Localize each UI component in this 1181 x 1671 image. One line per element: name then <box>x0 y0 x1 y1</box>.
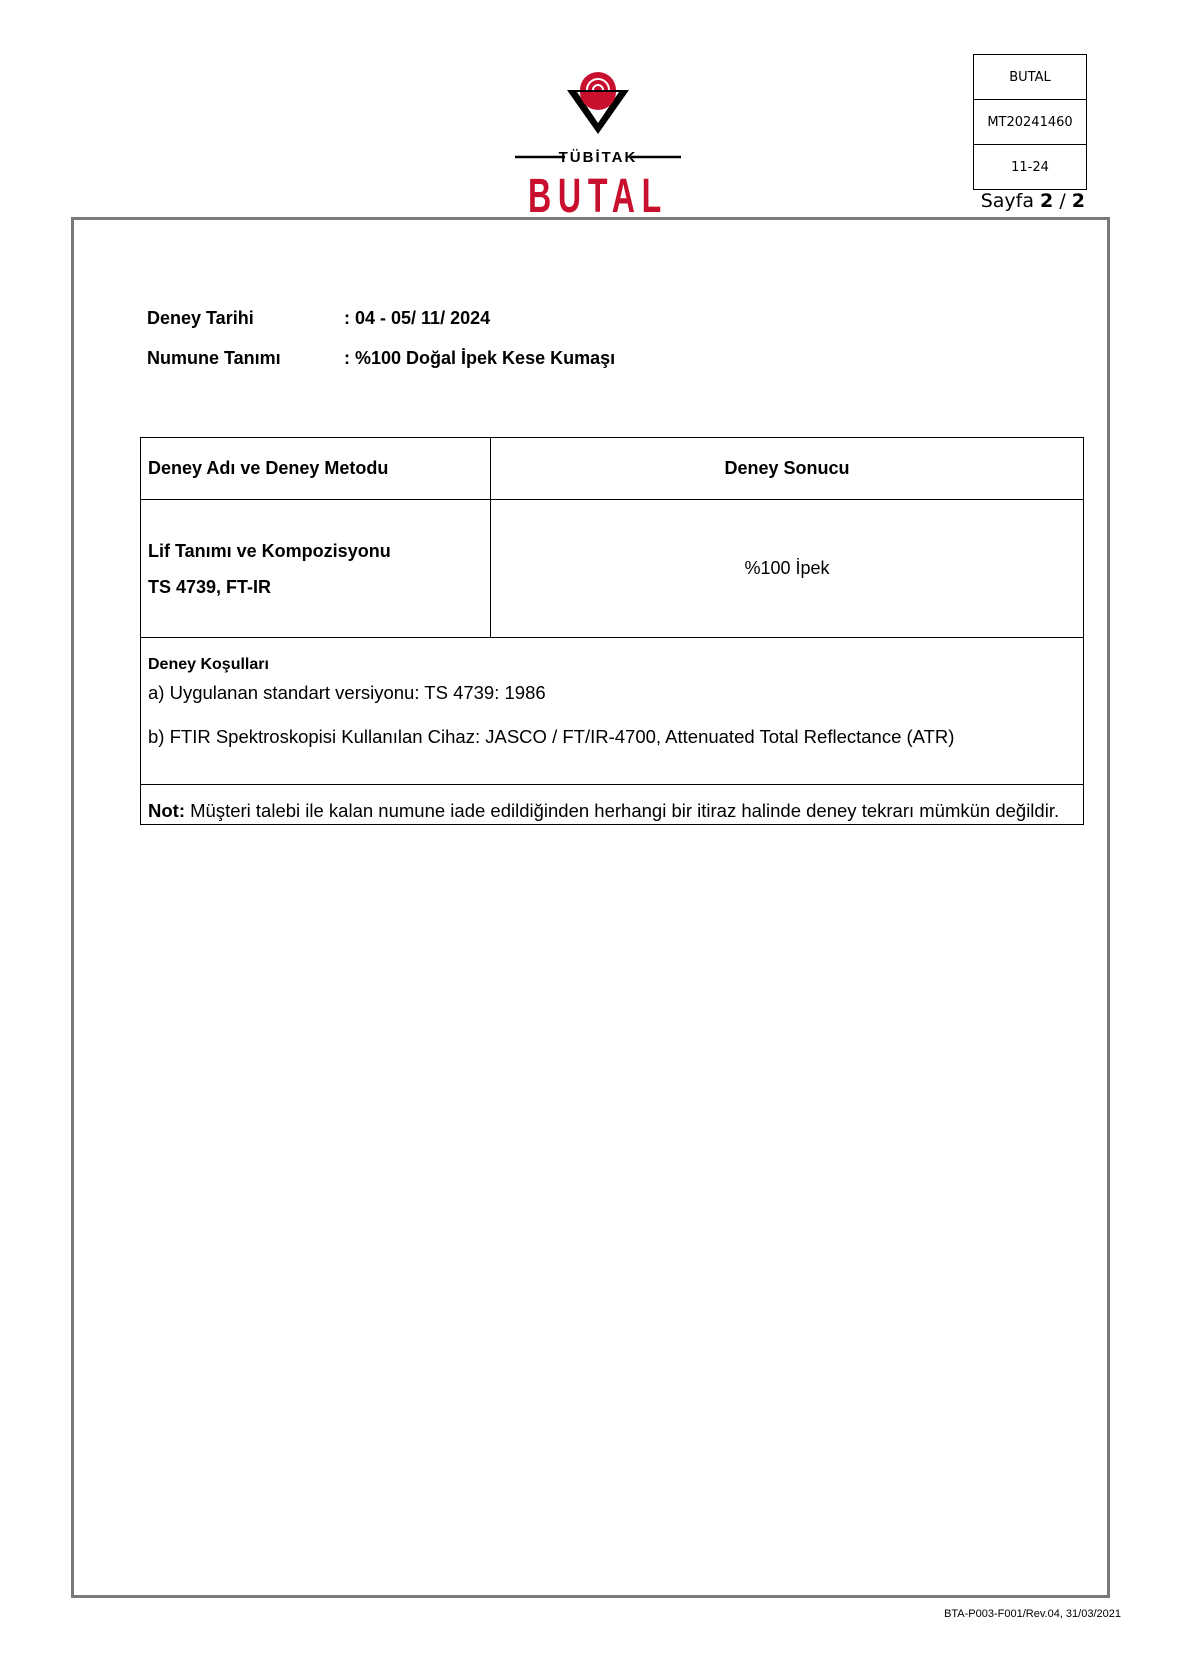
page-number <box>940 190 1085 212</box>
page-separator: / <box>1059 190 1066 212</box>
test-method: TS 4739, FT-IR <box>148 576 272 597</box>
header-method: Deney Adı ve Deney Metodu <box>141 438 491 500</box>
header-result: Deney Sonucu <box>491 438 1084 500</box>
conditions-cell <box>141 638 1084 785</box>
page-current: 2 <box>1040 190 1054 212</box>
table-header-row <box>141 438 1084 500</box>
form-code: BTA-P003-F001/Rev.04, 31/03/2021 <box>944 1608 1121 1620</box>
test-result: %100 İpek <box>491 500 1084 638</box>
logo-emblem-icon <box>513 68 683 223</box>
logo-tubitak-text: TÜBİTAK <box>558 149 638 166</box>
note-row <box>141 785 1084 825</box>
page-frame <box>71 217 1110 1598</box>
test-method-cell <box>141 500 491 638</box>
test-date-line <box>147 308 490 329</box>
reference-org: BUTAL <box>974 55 1086 100</box>
test-date-value: : 04 - 05/ 11/ 2024 <box>344 308 491 328</box>
condition-item: b) FTIR Spektroskopisi Kullanılan Cihaz: JASCO / FT/IR-4700, Attenuated Total Reflectance (ATR) <box>148 726 955 747</box>
sample-description-label: Numune Tanımı <box>147 348 281 368</box>
results-table <box>140 437 1084 825</box>
note-cell <box>141 785 1084 825</box>
note-text: Müşteri talebi ile kalan numune iade edildiğinden herhangi bir itiraz halinde deney tekrarı mümkün değildir. <box>184 800 1060 821</box>
conditions-title: Deney Koşulları <box>148 656 269 673</box>
tubitak-butal-logo <box>513 68 683 223</box>
test-name: Lif Tanımı ve Kompozisyonu <box>148 540 391 561</box>
reference-date: 11-24 <box>1011 159 1049 175</box>
logo-butal-text: BUTAL <box>528 170 668 223</box>
test-date-label: Deney Tarihi <box>147 308 254 328</box>
reference-box <box>973 54 1087 190</box>
page-total: 2 <box>1071 190 1085 212</box>
sample-description-line <box>147 348 615 369</box>
condition-item: a) Uygulanan standart versiyonu: TS 4739: 1986 <box>148 682 546 703</box>
sample-description-value: : %100 Doğal İpek Kese Kumaşı <box>344 348 616 368</box>
reference-number: MT20241460 <box>974 100 1086 145</box>
table-row <box>141 500 1084 638</box>
conditions-row <box>141 638 1084 785</box>
page-label: Sayfa <box>980 190 1034 212</box>
note-label: Not: <box>148 800 185 821</box>
